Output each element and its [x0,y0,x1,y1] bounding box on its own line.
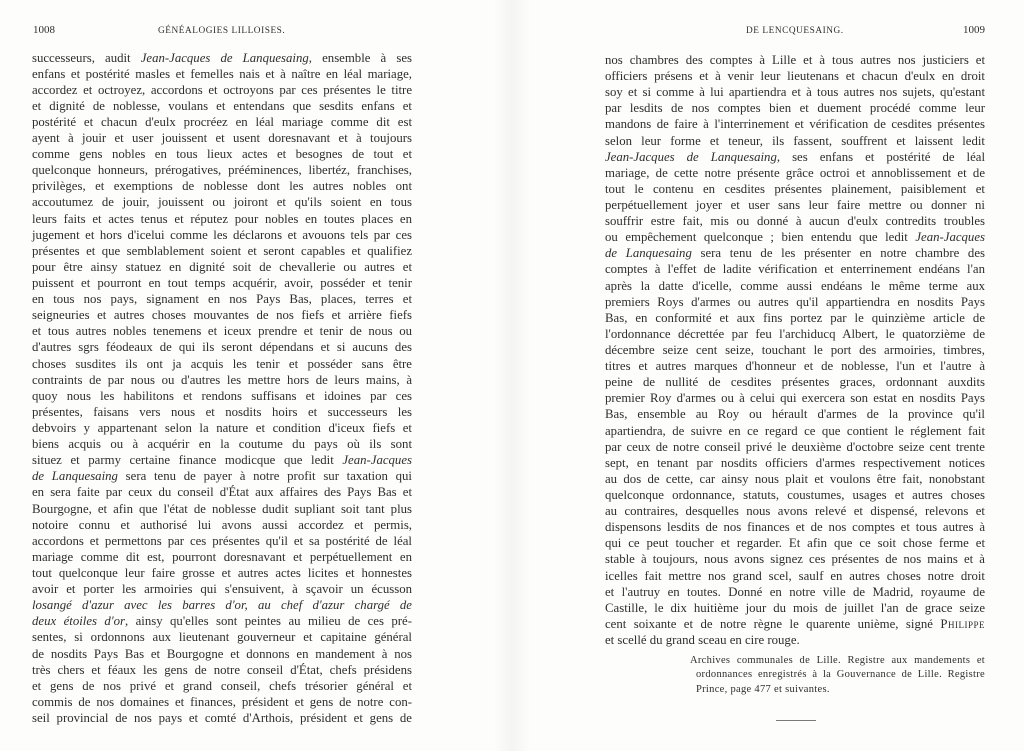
text-line: Bas, ensemble au Roy ou hérault d'armes de la province qu'il [605,407,985,422]
text-line: au contraires, desquelles nous avons relevé et dispensé, relevons et [605,504,985,519]
text-line: biens acquis ou à acquérir en la coutume du pays où ils sont [32,437,412,452]
text-line: privilèges, et exemptions de noblesse dont les autres nobles ont [32,179,412,194]
running-head: GÉNÉALOGIES LILLOISES. [158,26,286,36]
text-line [32,597,412,613]
running-head: DE LENCQUESAING. [746,26,844,36]
text-line: leurs faits et actes tenus et réputez pour nobles en toutes places en [32,211,412,226]
text-line: et tous autres nobles tenemens et iceux prendre et tenir de nous ou [32,324,412,339]
italic-text: Jean-Jacques de Lanquesaing [140,50,309,65]
text-segment: ou empêchement quelconque ; bien entendu que ledit [605,230,916,245]
left-page-text [32,50,412,727]
text-line: d'autres sgrs féodeaux de qui ils seront dépendans et si aucuns des [32,340,412,355]
page-gutter [494,0,530,751]
text-segment: , ses enfans et postérité de léal [776,149,986,164]
text-line: Castille, le dix huitième jour du mois de juillet l'an de grace seize [605,600,985,615]
text-segment: sera tenu de les présenter en notre chambre des [691,246,985,261]
italic-text: Jean-Jacques [342,453,412,468]
text-line: et l'autruy en toutes. Donné en notre ville de Madrid, royaume de [605,584,985,599]
text-line [32,613,412,629]
text-line: sept, en tenant par nosdits officiers d'armes respectivement notices [605,455,985,470]
italic-text: Jean-Jacques de Lanquesaing [605,149,777,164]
italic-text: Jean-Jacques [915,230,985,245]
text-line: puissent et pourront en tout temps acquérir, avoir, posséder et tenir [32,276,412,291]
text-line: premiers Roys d'armes ou autres qu'il appartiendra en nosdits Pays [605,294,985,309]
text-segment: cent soixante et de notre règne le quarente unième, signé [605,616,941,631]
text-line: soy et si comme à lui apartiendra et à tous autres nos sujets, qu'estant [605,85,985,100]
italic-text: deux étoiles d'or [32,614,125,629]
text-line: l'ordonnance décrettée par feu l'archiducq Albert, le quatorzième de [605,326,985,341]
text-line: quelconque ordonnance, statuts, coustumes, usages et autres choses [605,487,985,502]
text-line: premier Roy d'armes ou à celui qui exercera son estat en nosdits Pays [605,391,985,406]
source-note-line: ordonnances enregistrés à la Gouvernance de Lille. Registre [696,669,985,681]
text-line: titres et autres marques d'honneur et de noblesse, l'un et l'autre à [605,359,985,374]
text-segment: , ainsy qu'elles sont peintes au milieu de ces pré- [124,614,412,629]
text-line: quoy nous les habilitons et rendons suffisans et idoines par ces [32,388,412,403]
text-line [605,149,985,165]
text-line: contraints de par nous ou d'autres les mettre hors de leurs mains, à [32,372,412,387]
source-note [690,654,985,698]
page-number: 1009 [963,24,985,36]
text-line: tout le contenu en cesdites présentes plainement, paisiblement et [605,181,985,196]
text-line: avoir et porter les armoiries qui s'ensuivent, à sçavoir un écusson [32,582,412,597]
text-line: seil provincial de nos pays et comté d'Arthois, président et gens de [32,710,412,725]
right-page-text [605,52,985,648]
italic-text: de Lanquesaing [32,469,118,484]
text-line: mandons de faire à l'interrinement et vérification de cesdites présentes [605,117,985,132]
text-line: choses susdites ils ont ja acquis les tenir et posséder sans être [32,356,412,371]
text-line: très chers et féaux les gens de notre conseil d'État, chefs présidens [32,662,412,677]
end-rule [776,720,816,721]
text-line: seigneuries et autres choses mouvantes de nos fiefs et arrière fiefs [32,308,412,323]
text-line: présentes et que semblablement soient et seront capables et qualifiez [32,243,412,258]
text-line: comme gens nobles en tous lieux actes et besognes de tout et [32,147,412,162]
text-line: en sera faite par ceux du conseil d'État aux affaires des Pays Bas et [32,485,412,500]
text-line: peine de nullité de cesdites présentes graces, ordonnant auxdits [605,375,985,390]
text-line [605,229,985,245]
text-line: stable à toujours, nous avons signez ces présentes de nos mains et à [605,552,985,567]
text-line: postérité et chacun d'eulx procréez en léal mariage comme dit est [32,114,412,129]
text-line: quelconque honneurs, prérogatives, prééminences, libertéz, franchises, [32,163,412,178]
text-line: mariage, de cette notre présente grâce octroi et annoblissement et de [605,165,985,180]
text-line: décembre seize cent seize, touchant le port des armoiries, timbres, [605,342,985,357]
text-line: par lesdits de nos comptes bien et duement procédé comme leur [605,101,985,116]
text-segment: sera tenu de payer à notre profit sur taxation qui [117,469,412,484]
text-line [32,468,412,484]
text-line: et scellé du grand sceau en cire rouge. [605,632,800,647]
text-line: accordez et octroyez, accordons et octroyons par ces présentes le titre [32,82,412,97]
text-line: notoire connu et authorisé lui avons aussi accordez et permis, [32,517,412,532]
text-line: perpétuellement joyer et user sans leur faire mettre ou donner ni [605,197,985,212]
text-line: jugement et hors d'icelui comme les déclarons et avouons tels par ces [32,227,412,242]
text-line: enfans et postérité masles et femelles nais et à naître en léal mariage, [32,66,412,81]
text-line: accordons et permettons par ces présentes qu'il et sa postérité de léal [32,533,412,548]
text-line [605,245,985,261]
text-line: et gens de nos privé et grand conseil, chefs trésorier général et [32,678,412,693]
text-segment: , ensemble à ses [308,50,412,65]
text-line: souffrir estre fait, mis ou donné à aucun d'eulx contredits troubles [605,214,985,229]
text-line: par ceux de notre conseil privé le deuxième d'octobre seize cent trente [605,439,985,454]
text-segment: successeurs, audit [32,50,141,65]
text-line: en tous nos pays, signament en nos Pays Bas, places, terres et [32,292,412,307]
text-segment: situez et parmy certaine finance modicque que ledit [32,453,343,468]
text-line: qui ce peut toucher et regarder. Et afin que ce soit chose ferme et [605,536,985,551]
text-line: ayent à jouir et user jouissent et usent doresnavant et à toujours [32,131,412,146]
source-note-line: Prince, page 477 et suivantes. [696,683,830,695]
text-line: debvoirs y appartenant selon la nature et condition d'iceux fiefs et [32,421,412,436]
text-line [32,50,412,66]
text-line: icelles fait mettre nos grand scel, saulf en autres choses notre droit [605,568,985,583]
small-caps-signature: Philippe [940,616,985,631]
text-line [605,616,985,632]
text-line: mariage comme dit est, pourront doresnavant et perpétuellement en [32,549,412,564]
text-line [32,452,412,468]
italic-text: de Lanquesaing [605,246,692,261]
text-line: officiers présens et à venir leur lieutenans et chacun d'eulx en droit [605,69,985,84]
text-line: et dignité de noblesse, voulans et entendans que sesdits enfans et [32,98,412,113]
text-line: de nosdits Pays Bas et Bourgogne et donnons en mandement à nos [32,646,412,661]
text-line: tout quelconque leur faire grosse et autres actes licites et honnestes [32,566,412,580]
italic-text: losangé d'azur avec les barres d'or, au chef d'azur chargé de [32,598,412,613]
page-number: 1008 [33,24,55,36]
text-line: selon leur forme et teneur, ils fassent, souffrent et laissent ledit [605,133,985,148]
text-line: nos chambres des comptes à Lille et à tous autres nos justiciers et [605,53,985,67]
text-line: pour être ainsy statuez en dignité soit de chevallerie ou autres et [32,259,412,274]
text-line: apartiendra, de suivre en ce regard ce que contient le réglement fait [605,423,985,438]
source-note-line: Archives communales de Lille. Registre aux mandements et [690,654,985,666]
text-line: au dos de cette, car ainsy nous plait et voulons être fait, nonobstant [605,471,985,486]
text-line: Bas, en conformité et aux fins portez par le quinzième article de [605,310,985,325]
text-line: sentes, si ordonnons aux lieutenant gouverneur et capitaine général [32,630,412,645]
text-line: présentes, faisans vers nous et nosdits hoirs et successeurs les [32,404,412,419]
text-line: après la datte d'icelle, comme aussi endéans le même terme aux [605,278,985,293]
text-line: commis de nos domaines et finances, président et gens de notre con- [32,694,412,709]
text-line: dispensons lesdits de nos finances et de nos comptes et tous autres à [605,520,985,535]
text-line: comptes à l'effet de ladite vérification et enterrinement endéans l'an [605,262,985,277]
text-line: accoutumez de jouir, jouissent ou joiront et qu'ils soient en tous [32,195,412,210]
text-line: Bourgogne, et afin que l'état de noblesse dudit supliant soit tant plus [32,501,412,516]
